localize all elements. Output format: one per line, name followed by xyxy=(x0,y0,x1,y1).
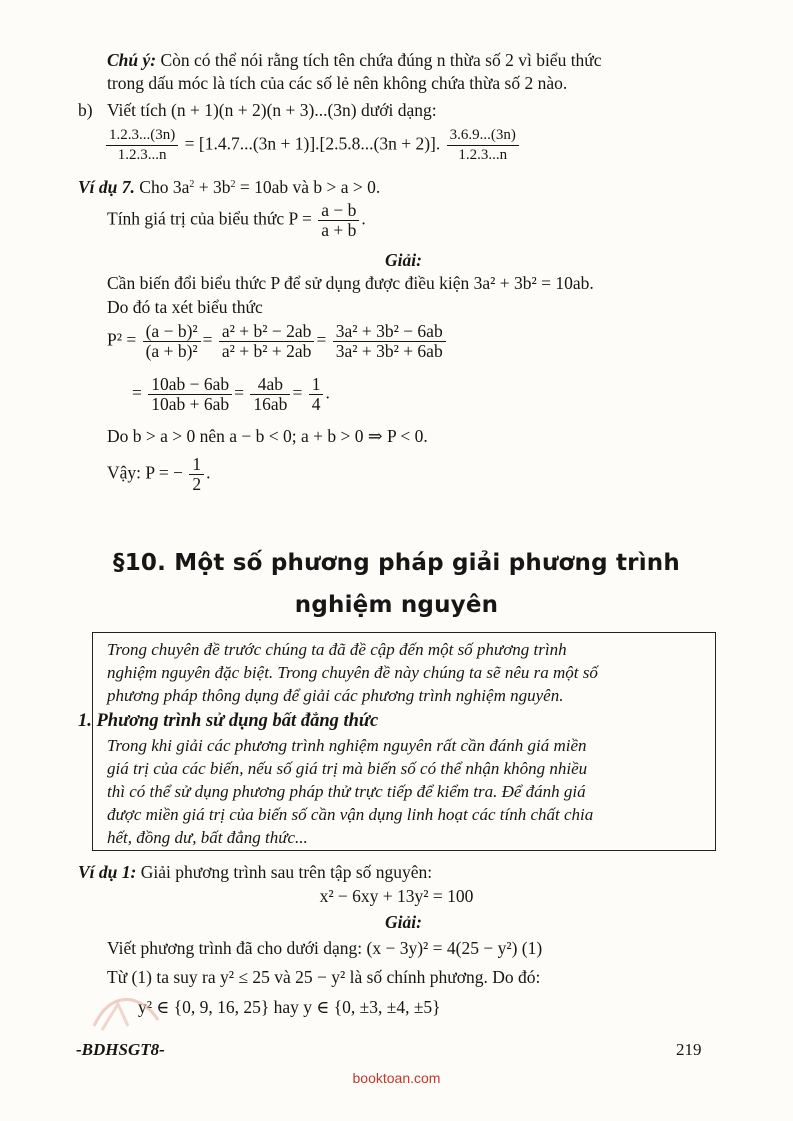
part-b-line xyxy=(78,99,437,121)
g1 xyxy=(148,375,232,414)
g1-num: 10ab − 6ab xyxy=(148,375,232,395)
example7-compute: Tính giá trị của biểu thức P = $\frac{a - b}{a + b}$ . xyxy=(107,200,366,240)
fraction-2-num: 3.6.9...(3n) xyxy=(447,126,519,146)
compute-text: Tính giá trị của biểu thức P = xyxy=(107,208,312,229)
ans-num: 1 xyxy=(189,455,204,475)
stamp-mark-icon xyxy=(88,990,168,1034)
intro-p2-l4: được miền giá trị của biến số cần vận dụng linh hoạt các tính chất chia xyxy=(107,805,594,824)
example7-given: Ví dụ 7. Cho $3a^2 + 3b^2 = 10ab$ và b > a > 0. xyxy=(78,177,381,197)
intro-p1-l2: nghiệm nguyên đặc biệt. Trong chuyên đề này chúng ta sẽ nêu ra một số xyxy=(107,663,598,682)
g1-den: 10ab + 6ab xyxy=(151,394,230,414)
given-part-1: Cho 3a xyxy=(139,177,190,197)
example1-statement xyxy=(78,861,432,883)
intro-p1-l3: phương pháp thông dụng để giải các phương trình nghiệm nguyên. xyxy=(107,686,564,705)
page-number: 219 xyxy=(676,1040,702,1059)
given-part-3: = 10ab và b > a > 0. xyxy=(235,177,381,197)
product-middle: = [1.4.7...(3n + 1)].[2.5.8...(3n + 2)]. xyxy=(184,133,441,154)
note-label: Chú ý: xyxy=(107,50,157,70)
method-heading: 1. Phương trình sử dụng bất đẳng thức xyxy=(78,711,379,731)
g2 xyxy=(250,375,290,414)
solution-heading-1: Giải: xyxy=(385,912,422,932)
answer-fraction xyxy=(189,455,204,494)
answer-pre: Vậy: P = − xyxy=(107,462,183,483)
footer-book-code: -BDHSGT8- xyxy=(76,1040,165,1059)
g3-den: 4 xyxy=(311,394,321,414)
f3 xyxy=(333,322,446,361)
intro-p1-l1: Trong chuyên đề trước chúng ta đã đề cập đến một số phương trình xyxy=(107,640,567,659)
f3-den: 3a² + 3b² + 6ab xyxy=(335,341,443,361)
fraction-1 xyxy=(106,126,178,165)
p-squared-row-2: = $\frac{10ab - 6ab}{10ab + 6ab}$ = $\frac{4ab}{16ab}$ = $\frac{1}{4}$ . xyxy=(132,374,330,414)
f3-num: 3a² + 3b² − 6ab xyxy=(333,322,446,342)
f2-den: a² + b² + 2ab xyxy=(221,341,312,361)
fraction-1-num: 1.2.3...(3n) xyxy=(106,126,178,146)
section-title-line1: §10. Một số phương pháp giải phương trình xyxy=(113,550,680,576)
section-title-line2: nghiệm nguyên xyxy=(294,592,499,618)
example7-label: Ví dụ 7. xyxy=(78,177,135,197)
fraction-2-den: 1.2.3...n xyxy=(458,147,508,163)
ans-den: 2 xyxy=(192,474,202,494)
ex7-line2: Do đó ta xét biểu thức xyxy=(107,297,263,317)
f1-den: (a + b)² xyxy=(145,341,198,361)
intro-p2-l3: thì có thể sử dụng phương pháp thử trực tiếp để kiểm tra. Để đánh giá xyxy=(107,782,586,801)
p-fraction xyxy=(318,201,359,240)
p-den: a + b xyxy=(321,220,357,240)
f1 xyxy=(143,322,201,361)
note-line-1 xyxy=(107,49,602,71)
given-part-2: + 3b xyxy=(194,177,231,197)
g2-num: 4ab xyxy=(250,375,290,395)
note-line-2: trong dấu móc là tích của các số lẻ nên không chứa thừa số 2 nào. xyxy=(107,73,568,93)
p2-lhs: P² = xyxy=(107,329,137,350)
f2-num: a² + b² − 2ab xyxy=(219,322,315,342)
part-b-text: Viết tích (n + 1)(n + 2)(n + 3)...(3n) dưới dạng: xyxy=(106,100,437,120)
p-squared-row-1: P² = $\frac{\text{(a − b)²}}{\text{(a + b)²}}$ = $\frac{\text{a² + b² − 2ab}}{\text{a² + b² + 2ab}}$ = $\frac{\text{3a² + 3b² − 6ab}}{\text{3a² + 3b² + 6ab}}$ xyxy=(107,322,448,361)
f1-num: (a − b)² xyxy=(143,322,201,342)
fraction-2 xyxy=(447,126,519,165)
f2 xyxy=(219,322,315,361)
intro-p2-l2: giá trị của các biến, nếu số giá trị mà biến số có thể nhận không nhiều xyxy=(107,759,588,778)
example1-text: Giải phương trình sau trên tập số nguyên: xyxy=(140,862,433,882)
g3-num: 1 xyxy=(309,375,324,395)
example1-equation: x² − 6xy + 13y² = 100 xyxy=(319,886,474,906)
part-b-label: b) xyxy=(78,100,93,120)
website-watermark[interactable]: booktoan.com xyxy=(352,1070,441,1086)
solution-heading-7: Giải: xyxy=(385,250,422,270)
ex1-line1: Viết phương trình đã cho dưới dạng: (x − 3y)² = 4(25 − y²) (1) xyxy=(107,938,543,958)
ex7-conclusion: Do b > a > 0 nên a − b < 0; a + b > 0 ⇒ P < 0. xyxy=(107,426,428,446)
example1-label: Ví dụ 1: xyxy=(78,862,137,882)
g2-den: 16ab xyxy=(253,394,288,414)
fraction-1-den: 1.2.3...n xyxy=(117,147,167,163)
ex1-line2: Từ (1) ta suy ra y² ≤ 25 và 25 − y² là số chính phương. Do đó: xyxy=(107,967,541,987)
ex1-line3: y² ∈ {0, 9, 16, 25} hay y ∈ {0, ±3, ±4, ±5} xyxy=(138,997,441,1017)
ex7-line1: Cần biến đổi biểu thức P để sử dụng được điều kiện 3a² + 3b² = 10ab. xyxy=(107,273,594,293)
note-text: Còn có thể nói rằng tích tên chứa đúng n thừa số 2 vì biểu thức xyxy=(160,50,602,70)
product-formula xyxy=(104,126,521,165)
intro-p2-l1: Trong khi giải các phương trình nghiệm nguyên rất cần đánh giá miền xyxy=(107,736,587,755)
g3 xyxy=(309,375,324,414)
intro-p2-l5: hết, đồng dư, bất đẳng thức... xyxy=(107,828,308,847)
ex7-answer: Vậy: P = − $\frac{1}{2}$ . xyxy=(107,454,211,494)
p-num: a − b xyxy=(318,201,359,221)
